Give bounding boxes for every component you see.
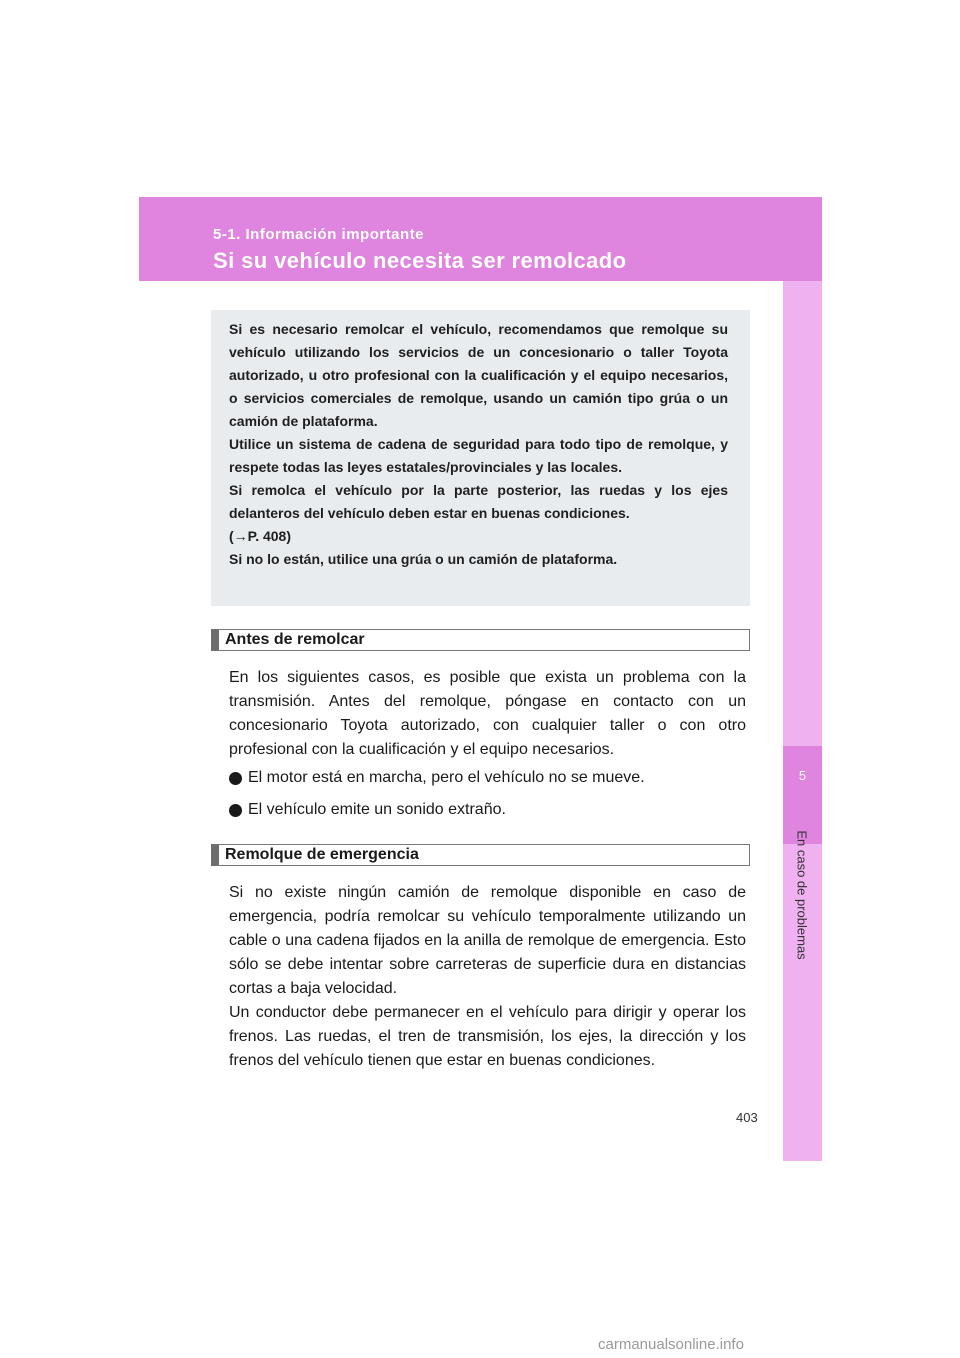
section2-body: Si no existe ningún camión de remolque disponible en caso de emergencia, podría remolcar su vehículo temporalmente utilizando un cable o una cadena fijados en la anilla de remolque de emergencia. Esto sólo se debe intentar sobre carreteras de superficie dura en distancias cortas a baja velocidad. [229, 884, 746, 997]
bullet-text: El vehículo emite un sonido extraño. [248, 801, 506, 818]
intro-paragraph: Si no lo están, utilice una grúa o un camión de plataforma. [229, 551, 618, 567]
section2-body: Un conductor debe permanecer en el vehículo para dirigir y operar los frenos. Las ruedas, el tren de transmisión, los ejes, la dirección y los frenos del vehículo tienen que estar en buenas condiciones. [229, 1004, 746, 1069]
chapter-number: 5 [798, 768, 807, 783]
watermark: carmanualsonline.info [598, 1336, 744, 1353]
page-title: Si su vehículo necesita ser remolcado [213, 248, 627, 273]
bullet-icon [229, 804, 242, 817]
intro-paragraph: Si remolca el vehículo por la parte posterior, las ruedas y los ejes delanteros del vehículo deben estar en buenas condiciones. [229, 482, 728, 521]
section1-body: En los siguientes casos, es posible que exista un problema con la transmisión. Antes del remolque, póngase en contacto con un concesionario Toyota autorizado, con cualquier taller o con otro profesional con la cualificación y el equipo necesarios. [229, 669, 746, 758]
list-item [229, 766, 746, 790]
page-number: 403 [736, 1110, 758, 1125]
heading-remolque-de-emergencia: Remolque de emergencia [211, 844, 750, 866]
bullet-text: El motor está en marcha, pero el vehículo no se mueve. [248, 769, 645, 786]
chapter-tab[interactable] [783, 746, 822, 844]
list-item [229, 798, 746, 822]
section-label: 5-1. Información importante [213, 226, 425, 243]
intro-box [211, 310, 750, 606]
chapter-side-strip [783, 281, 822, 1161]
intro-paragraph: Si es necesario remolcar el vehículo, recomendamos que remolque su vehículo utilizando los servicios de un concesionario o taller Toyota autorizado, u otro profesional con la cualificación y el equipo necesarios, o servicios comerciales de remolque, usando un camión tipo grúa o un camión de plataforma. [229, 321, 728, 429]
intro-paragraph: Utilice un sistema de cadena de seguridad para todo tipo de remolque, y respete todas las leyes estatales/provinciales y las locales. [229, 436, 728, 475]
heading-antes-de-remolcar: Antes de remolcar [211, 629, 750, 651]
chapter-name: En caso de problemas [794, 830, 810, 960]
intro-page-reference[interactable]: (→P. 408) [229, 528, 291, 544]
bullet-icon [229, 772, 242, 785]
